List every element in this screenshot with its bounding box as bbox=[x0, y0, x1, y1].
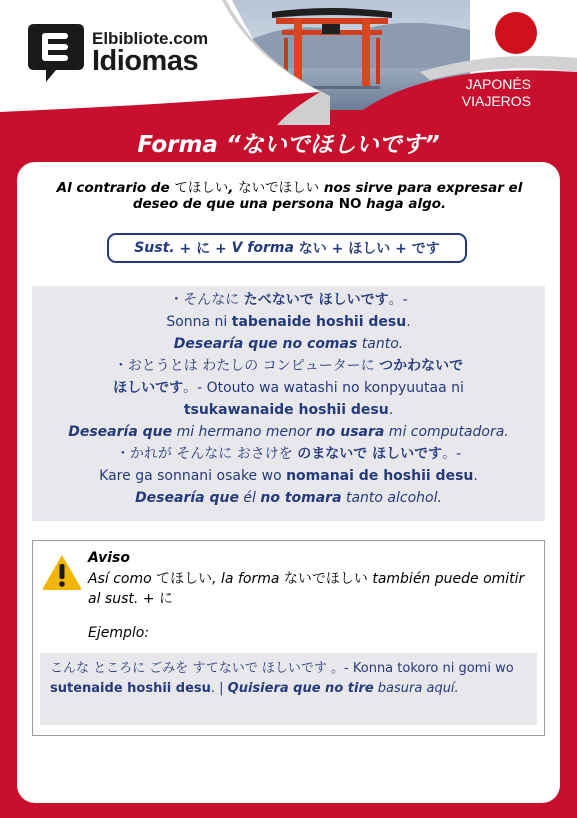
logo bbox=[26, 20, 208, 86]
spanish-text: tanto alcohol. bbox=[341, 490, 442, 506]
notice-part: también puede omitir al sust. + bbox=[88, 571, 525, 607]
spanish-text: tanto. bbox=[357, 336, 404, 352]
example-3-romaji bbox=[32, 465, 545, 487]
spanish-bold: Desearía que bbox=[68, 424, 173, 440]
chat-bubble-logo-icon bbox=[26, 20, 86, 86]
spanish-bold: Desearía que bbox=[135, 490, 239, 506]
jp-text: ・そんなに bbox=[169, 292, 244, 308]
notice-example-text: こんな ところに ごみを すてないで ほしいです 。- Konna tokoro ni gomi wo bbox=[50, 661, 514, 676]
example-1-japanese bbox=[32, 289, 545, 311]
romaji-text: . bbox=[388, 402, 394, 418]
spanish-text: mi computadora. bbox=[384, 424, 509, 440]
notice-example-spanish: basura aquí. bbox=[373, 681, 459, 696]
spanish-bold: no tomara bbox=[260, 490, 342, 506]
jp-text-bold: ほしいです bbox=[113, 380, 184, 396]
jp-text-bold: たべないで ほしいです bbox=[243, 292, 389, 308]
notice-title: Aviso bbox=[88, 550, 130, 566]
spanish-text: mi hermano menor bbox=[172, 424, 316, 440]
notice-example-panel bbox=[40, 653, 537, 725]
jp-text: 。- bbox=[442, 446, 462, 462]
formula-part: ない + ほしい + です bbox=[293, 241, 440, 257]
intro-part: NO bbox=[338, 196, 362, 212]
example-1-romaji bbox=[32, 311, 545, 333]
example-1-spanish bbox=[32, 333, 545, 355]
intro-text bbox=[42, 180, 537, 212]
formula-part: + に + bbox=[174, 241, 232, 257]
examples-panel bbox=[32, 286, 545, 521]
grammar-formula-box bbox=[107, 233, 467, 263]
spanish-bold: Desearía que no comas bbox=[173, 336, 358, 352]
notice-part: に bbox=[158, 591, 173, 607]
notice-example-bold: sutenaide hoshii desu bbox=[50, 681, 211, 696]
notice-part: Así como bbox=[88, 571, 157, 587]
notice-text bbox=[88, 569, 528, 609]
example-2-romaji bbox=[32, 399, 545, 421]
jp-text: ・おとうとは わたしの コンピューターに bbox=[113, 358, 380, 374]
notice-example-text: . | bbox=[210, 681, 228, 696]
intro-part: ないでほしい bbox=[238, 180, 320, 196]
content-card bbox=[17, 162, 560, 803]
romaji-text: . bbox=[473, 468, 478, 484]
jp-text-bold: のまないで ほしいです bbox=[297, 446, 443, 462]
jp-text: ・かれが そんなに おさけを bbox=[115, 446, 298, 462]
japan-flag-circle bbox=[495, 12, 537, 54]
formula-part: Sust. bbox=[134, 240, 175, 256]
romaji-text: . bbox=[406, 314, 411, 330]
intro-part: てほしい bbox=[174, 180, 229, 196]
jp-text: 。- bbox=[388, 292, 408, 308]
intro-part: haga algo. bbox=[361, 196, 447, 212]
example-2-japanese-cont bbox=[32, 377, 545, 399]
example-2-japanese bbox=[32, 355, 545, 377]
example-2-spanish bbox=[32, 421, 545, 443]
formula-part: V forma bbox=[231, 240, 294, 256]
example-3-japanese bbox=[32, 443, 545, 465]
notice-part: , la forma bbox=[212, 571, 284, 587]
notice-example-spanish-bold: Quisiera que no tire bbox=[227, 681, 374, 696]
language-label: JAPONÉS bbox=[465, 76, 531, 92]
romaji-bold: nomanai de hoshii desu bbox=[286, 468, 474, 484]
romaji-text: 。- Otouto wa watashi no konpyuutaa ni bbox=[183, 380, 464, 396]
notice-part: ないでほしい bbox=[283, 571, 368, 587]
intro-part: Al contrario de bbox=[56, 180, 175, 196]
warning-icon bbox=[41, 553, 83, 591]
example-3-spanish bbox=[32, 487, 545, 509]
logo-site-name: Elbibliote.com bbox=[92, 29, 209, 48]
spanish-text: él bbox=[238, 490, 261, 506]
spanish-bold: no usara bbox=[315, 424, 385, 440]
intro-part: nos sirve para expresar el deseo de que una persona bbox=[132, 180, 523, 212]
romaji-text: Sonna ni bbox=[166, 314, 232, 330]
page-title: Forma “ないでほしいです” bbox=[137, 132, 440, 158]
subject-label: VIAJEROS bbox=[461, 93, 531, 109]
romaji-bold: tabenaide hoshii desu bbox=[231, 314, 407, 330]
example-label: Ejemplo: bbox=[88, 625, 150, 641]
jp-text-bold: つかわないで bbox=[379, 358, 464, 374]
intro-part: , bbox=[228, 180, 239, 196]
notice-box bbox=[32, 540, 545, 736]
romaji-bold: tsukawanaide hoshii desu bbox=[183, 402, 389, 418]
language-tag bbox=[462, 76, 531, 110]
notice-part: てほしい bbox=[156, 571, 213, 587]
logo-brand: Idiomas bbox=[92, 45, 199, 77]
romaji-text: Kare ga sonnani osake wo bbox=[99, 468, 287, 484]
